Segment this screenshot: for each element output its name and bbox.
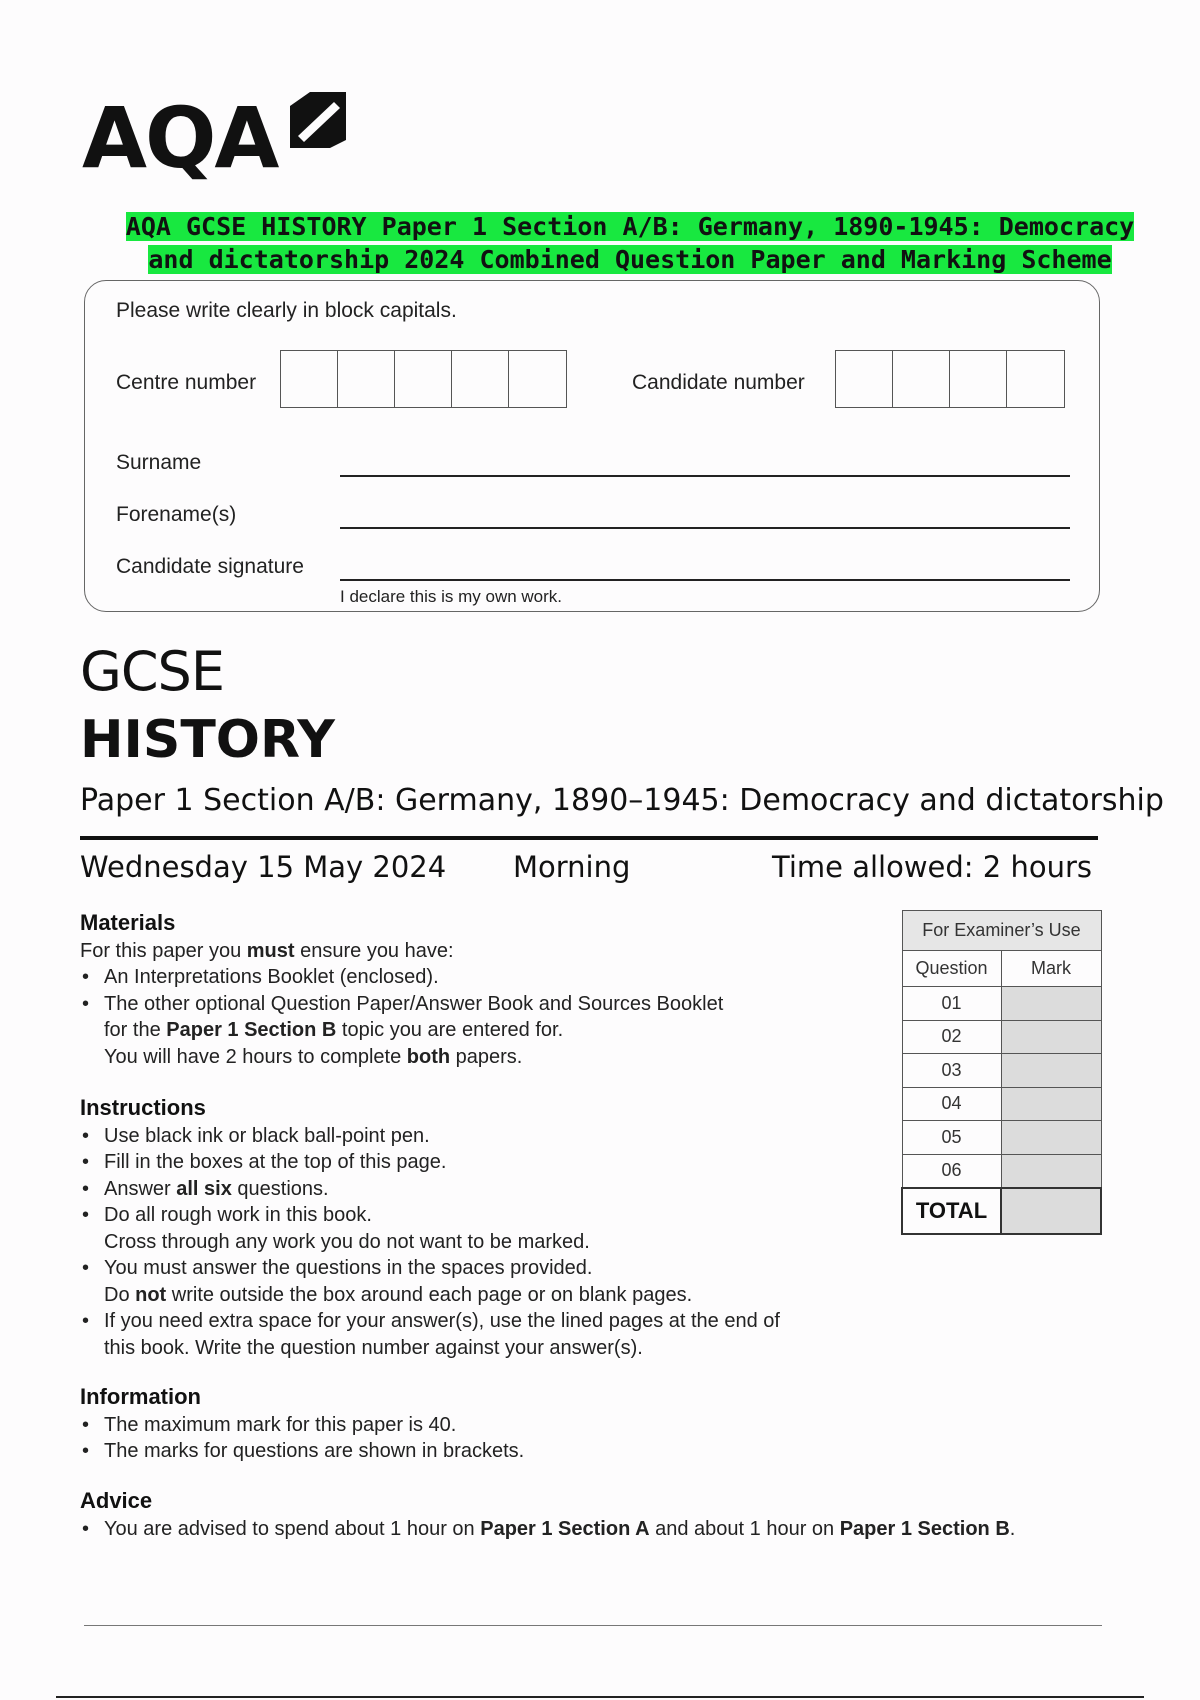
forenames-field[interactable] [340, 527, 1070, 529]
list-item: • Do all rough work in this book. Cross through any work you do not want to be marked. [80, 1202, 900, 1255]
candidate-digit-box[interactable] [1007, 351, 1064, 407]
aqa-logo [82, 89, 352, 187]
surname-label: Surname [116, 451, 202, 474]
mark-cell [1001, 1087, 1101, 1121]
centre-digit-box[interactable] [509, 351, 566, 407]
logo-text: AQA [82, 89, 278, 187]
total-label: TOTAL [902, 1188, 1001, 1234]
centre-digit-box[interactable] [452, 351, 509, 407]
centre-digit-box[interactable] [338, 351, 395, 407]
signature-label: Candidate signature [116, 555, 304, 578]
question-number: 05 [902, 1121, 1001, 1155]
centre-digit-box[interactable] [395, 351, 452, 407]
materials-heading: Materials [80, 910, 176, 935]
list-item: • The marks for questions are shown in brackets. [80, 1438, 900, 1465]
instructions-section [80, 1095, 900, 1361]
total-row [902, 1188, 1101, 1234]
mark-cell [1001, 1020, 1101, 1054]
question-number: 02 [902, 1020, 1001, 1054]
question-number: 04 [902, 1087, 1001, 1121]
mark-cell [1001, 1154, 1101, 1188]
exam-date: Wednesday 15 May 2024 [80, 850, 447, 884]
mark-cell [1001, 1121, 1101, 1155]
block-capitals-instruction: Please write clearly in block capitals. [116, 299, 457, 322]
footer-divider [84, 1625, 1102, 1626]
table-row [902, 1054, 1101, 1088]
title-banner [100, 210, 1160, 276]
table-row [902, 987, 1101, 1021]
candidate-digit-box[interactable] [950, 351, 1007, 407]
information-heading: Information [80, 1384, 201, 1409]
qualification-level: GCSE [80, 640, 224, 703]
materials-section [80, 910, 900, 1070]
list-item: • The maximum mark for this paper is 40. [80, 1412, 900, 1439]
mark-column-header: Mark [1001, 951, 1101, 987]
advice-heading: Advice [80, 1488, 153, 1513]
advice-section [80, 1488, 1170, 1542]
forenames-label: Forename(s) [116, 503, 237, 526]
centre-digit-box[interactable] [281, 351, 338, 407]
title-divider [80, 836, 1098, 840]
mark-cell [1001, 1054, 1101, 1088]
table-row [902, 1087, 1101, 1121]
surname-field[interactable] [340, 475, 1070, 477]
list-item: • You are advised to spend about 1 hour on Paper 1 Section A and about 1 hour on Paper 1 Section B. [80, 1516, 1170, 1543]
centre-number-label: Centre number [116, 371, 257, 394]
candidate-details-box [84, 280, 1100, 612]
centre-number-field[interactable] [280, 350, 567, 408]
information-section [80, 1384, 900, 1465]
list-item: • If you need extra space for your answer(s), use the lined pages at the end of this book. Write the question number against your answer(s). [80, 1308, 900, 1361]
list-item: • Fill in the boxes at the top of this page. [80, 1149, 900, 1176]
list-item: • Use black ink or black ball-point pen. [80, 1123, 900, 1150]
candidate-number-field[interactable] [835, 350, 1065, 408]
question-number: 03 [902, 1054, 1001, 1088]
aqa-flag-icon [290, 92, 346, 148]
list-item: • You must answer the questions in the spaces provided. Do not write outside the box around each page or on blank pages. [80, 1255, 900, 1308]
list-item: • Answer all six questions. [80, 1176, 900, 1203]
examiner-table-title: For Examiner’s Use [902, 911, 1101, 951]
list-item: • An Interpretations Booklet (enclosed). [80, 964, 900, 991]
question-column-header: Question [902, 951, 1001, 987]
subject-title: HISTORY [80, 710, 335, 770]
question-number: 01 [902, 987, 1001, 1021]
total-mark-cell [1001, 1188, 1101, 1234]
question-number: 06 [902, 1154, 1001, 1188]
candidate-digit-box[interactable] [836, 351, 893, 407]
page-edge-line [56, 1696, 1144, 1698]
examiner-use-table [901, 910, 1102, 1235]
mark-cell [1001, 987, 1101, 1021]
table-row [902, 1121, 1101, 1155]
instructions-heading: Instructions [80, 1095, 206, 1120]
time-allowed: Time allowed: 2 hours [772, 850, 1092, 884]
candidate-digit-box[interactable] [893, 351, 950, 407]
exam-session: Morning [513, 850, 631, 884]
declaration-text: I declare this is my own work. [340, 587, 563, 606]
table-row [902, 1154, 1101, 1188]
materials-intro: For this paper you must ensure you have: [80, 939, 454, 962]
banner-text: AQA GCSE HISTORY Paper 1 Section A/B: Germany, 1890-1945: Democracy and dictatorship 2024 Combined Question Paper and Marking Scheme [125, 212, 1135, 274]
paper-title: Paper 1 Section A/B: Germany, 1890–1945: Democracy and dictatorship [80, 783, 1164, 818]
signature-field[interactable] [340, 579, 1070, 581]
list-item: • The other optional Question Paper/Answer Book and Sources Booklet for the Paper 1 Section B topic you are entered for. You will have 2 hours to complete both papers. [80, 991, 900, 1071]
candidate-number-label: Candidate number [632, 371, 805, 394]
table-row [902, 1020, 1101, 1054]
